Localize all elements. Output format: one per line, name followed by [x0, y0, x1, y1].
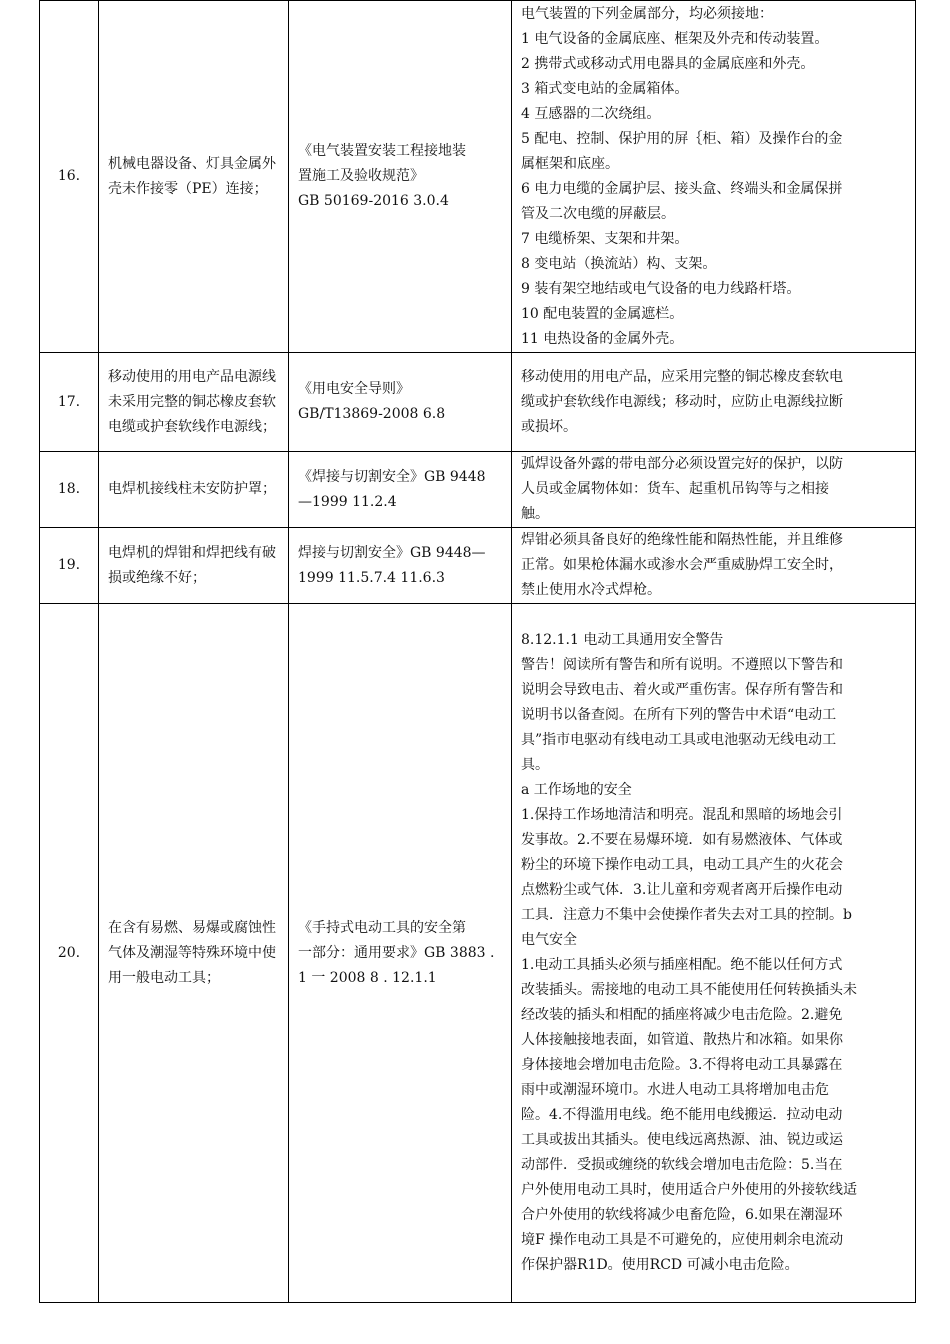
requirement-line: 11 电热设备的金属外壳。: [521, 330, 684, 347]
issue-cell: [99, 353, 289, 452]
regulation-line: 焊接与切割安全》GB 9448—: [298, 544, 486, 561]
requirement-line: 说明书以备查阅。在所有下列的警告中术语“电动工: [521, 707, 837, 723]
requirement-line: 1.电动工具插头必须与插座相配。绝不能以任何方式: [521, 957, 843, 973]
requirement-line: 5 配电、控制、保护用的屏｛柜、箱）及操作台的金: [521, 130, 843, 147]
issue-cell: [99, 1, 289, 353]
requirement-line: 缆或护套软线作电源线；移动时，应防止电源线拉断: [521, 393, 843, 410]
regulation-line: 1999 11.5.7.4 11.6.3: [298, 569, 445, 586]
requirement-line: 焊钳必须具备良好的绝缘性能和隔热性能，并且维修: [521, 532, 843, 548]
issue-text: 在含有易燃、易爆或腐蚀性气体及潮湿等特殊环境中使用一般电动工具；: [108, 919, 276, 986]
regulation-line: 1 一 2008 8 . 12.1.1: [298, 969, 437, 986]
requirement-line: 警告！阅读所有警告和所有说明。不遵照以下警告和: [521, 657, 843, 673]
requirement-line: 粉尘的环境下操作电动工具，电动工具产生的火花会: [521, 857, 843, 873]
row-number: 16.: [40, 1, 99, 353]
requirement-line: 触。: [521, 506, 549, 522]
requirement-cell: [512, 528, 916, 604]
requirement-line: 7 电缆桥架、支架和井架。: [521, 230, 689, 247]
requirement-line: 2 携带式或移动式用电器具的金属底座和外壳。: [521, 55, 815, 72]
regulation-line: —1999 11.2.4: [298, 493, 397, 510]
requirement-line: 人体接触接地表面，如管道、散热片和冰箱。如果你: [521, 1032, 843, 1048]
requirement-cell: [512, 1, 916, 353]
requirement-line: 动部件．受损或缠绕的软线会增加电击危险：5.当在: [521, 1157, 843, 1173]
requirement-line: 说明会导致电击、着火或严重伤害。保存所有警告和: [521, 682, 843, 698]
table-row: [40, 528, 916, 604]
requirement-line: 工具．注意力不集中会使操作者失去对工具的控制。b: [521, 907, 852, 923]
requirement-line: 正常。如果枪体漏水或渗水会严重威胁焊工安全时，: [521, 557, 843, 573]
requirement-line: 工具或拔出其插头。使电线远离热源、油、锐边或运: [521, 1132, 843, 1148]
requirement-line: 1.保持工作场地清洁和明亮。混乱和黑暗的场地会引: [521, 807, 843, 823]
issue-cell: [99, 452, 289, 528]
regulation-line: GB 50169-2016 3.0.4: [298, 193, 449, 209]
row-number: 18.: [40, 452, 99, 528]
requirement-cell: [512, 452, 916, 528]
requirement-line: a 工作场地的安全: [521, 782, 632, 798]
table-row: [40, 353, 916, 452]
requirement-line: 弧焊设备外露的带电部分必须设置完好的保护，以防: [521, 456, 843, 472]
requirement-line: 管及二次电缆的屏蔽层。: [521, 205, 675, 222]
requirement-line: 4 互感器的二次绕组。: [521, 105, 661, 122]
requirement-line: 具。: [521, 757, 549, 773]
requirement-line: 具”指市电驱动有线电动工具或电池驱动无线电动工: [521, 732, 837, 748]
regulation-cell: [289, 528, 512, 604]
requirement-line: 10 配电装置的金属遮栏。: [521, 305, 684, 322]
requirement-line: 移动使用的用电产品，应采用完整的铜芯橡皮套软电: [521, 368, 843, 385]
requirement-line: 人员或金属物体如：货车、起重机吊钩等与之相接: [521, 481, 829, 497]
requirement-line: 点燃粉尘或气体．3.让儿童和旁观者离开后操作电动: [521, 882, 843, 898]
requirement-line: 属框架和底座。: [521, 155, 619, 172]
regulation-cell: [289, 1, 512, 353]
requirement-line: 6 电力电缆的金属护层、接头盒、终端头和金属保拼: [521, 180, 843, 197]
requirement-line: 雨中或潮湿环境巾。水进人电动工具将增加电击危: [521, 1082, 829, 1098]
regulation-line: 《手持式电动工具的安全第: [298, 919, 466, 936]
table-row: [40, 452, 916, 528]
requirement-line: 8 变电站（换流站）构、支架。: [521, 255, 717, 272]
requirement-line: 险。4.不得滥用电线。绝不能用电线搬运．拉动电动: [521, 1107, 843, 1123]
table-row: [40, 604, 916, 1303]
regulation-cell: [289, 452, 512, 528]
requirement-line: 3 箱式变电站的金属箱体。: [521, 80, 689, 97]
requirement-line: 发事故。2.不要在易爆环境．如有易燃液体、气体或: [521, 832, 843, 848]
regulation-cell: [289, 604, 512, 1303]
requirement-line: 合户外使用的软线将减少电畜危险，6.如果在潮湿环: [521, 1207, 843, 1223]
regulation-line: 《用电安全导则》: [298, 381, 410, 397]
requirement-line: 电气安全: [521, 932, 577, 948]
requirement-line: 电气装置的下列金属部分，均必须接地：: [521, 5, 773, 22]
regulation-line: 《焊接与切割安全》GB 9448: [298, 468, 486, 485]
issue-cell: [99, 528, 289, 604]
requirement-line: 户外使用电动工具时，使用适合户外使用的外接软线适: [521, 1182, 857, 1198]
requirement-line: 境F 操作电动工具是不可避免的，应使用刺余电流动: [521, 1232, 844, 1248]
requirement-cell: [512, 353, 916, 452]
requirement-line: 或损坏。: [521, 418, 577, 435]
requirement-line: 经改装的插头和相配的插座将减少电击危险。2.避免: [521, 1007, 843, 1023]
regulation-line: GB/T13869-2008 6.8: [298, 406, 446, 422]
row-number: 17.: [40, 353, 99, 452]
regulation-cell: [289, 353, 512, 452]
safety-inspection-table: [39, 0, 916, 1303]
regulation-line: 《电气装置安装工程接地装: [298, 143, 466, 159]
row-number: 19.: [40, 528, 99, 604]
regulation-line: 置施工及验收规范》: [298, 168, 424, 184]
requirement-line: 8.12.1.1 电动工具通用安全警告: [521, 632, 724, 648]
issue-text: 机械电器设备、灯具金属外壳未作接零（PE）连接；: [108, 155, 276, 197]
row-number: 20.: [40, 604, 99, 1303]
requirement-cell: [512, 604, 916, 1303]
requirement-line: 改装插头。需接地的电动工具不能使用任何转换插头未: [521, 982, 857, 998]
regulation-line: 一部分：通用要求》GB 3883 .: [298, 944, 495, 961]
requirement-line: 9 装有架空地结或电气设备的电力线路杆塔。: [521, 280, 801, 297]
requirement-line: 作保护器R1D。使用RCD 可减小电击危险。: [521, 1257, 799, 1273]
requirement-line: 1 电气设备的金属底座、框架及外壳和传动装置。: [521, 30, 829, 47]
table-row: [40, 1, 916, 353]
issue-text: 电焊机接线柱未安防护罩；: [108, 481, 276, 497]
issue-text: 移动使用的用电产品电源线未采用完整的铜芯橡皮套软电缆或护套软线作电源线；: [108, 368, 276, 435]
issue-cell: [99, 604, 289, 1303]
requirement-line: 禁止使用水冷式焊枪。: [521, 582, 661, 598]
issue-text: 电焊机的焊钳和焊把线有破损或绝缘不好；: [108, 544, 276, 586]
requirement-line: 身体接地会增加电击危险。3.不得将电动工具暴露在: [521, 1057, 843, 1073]
